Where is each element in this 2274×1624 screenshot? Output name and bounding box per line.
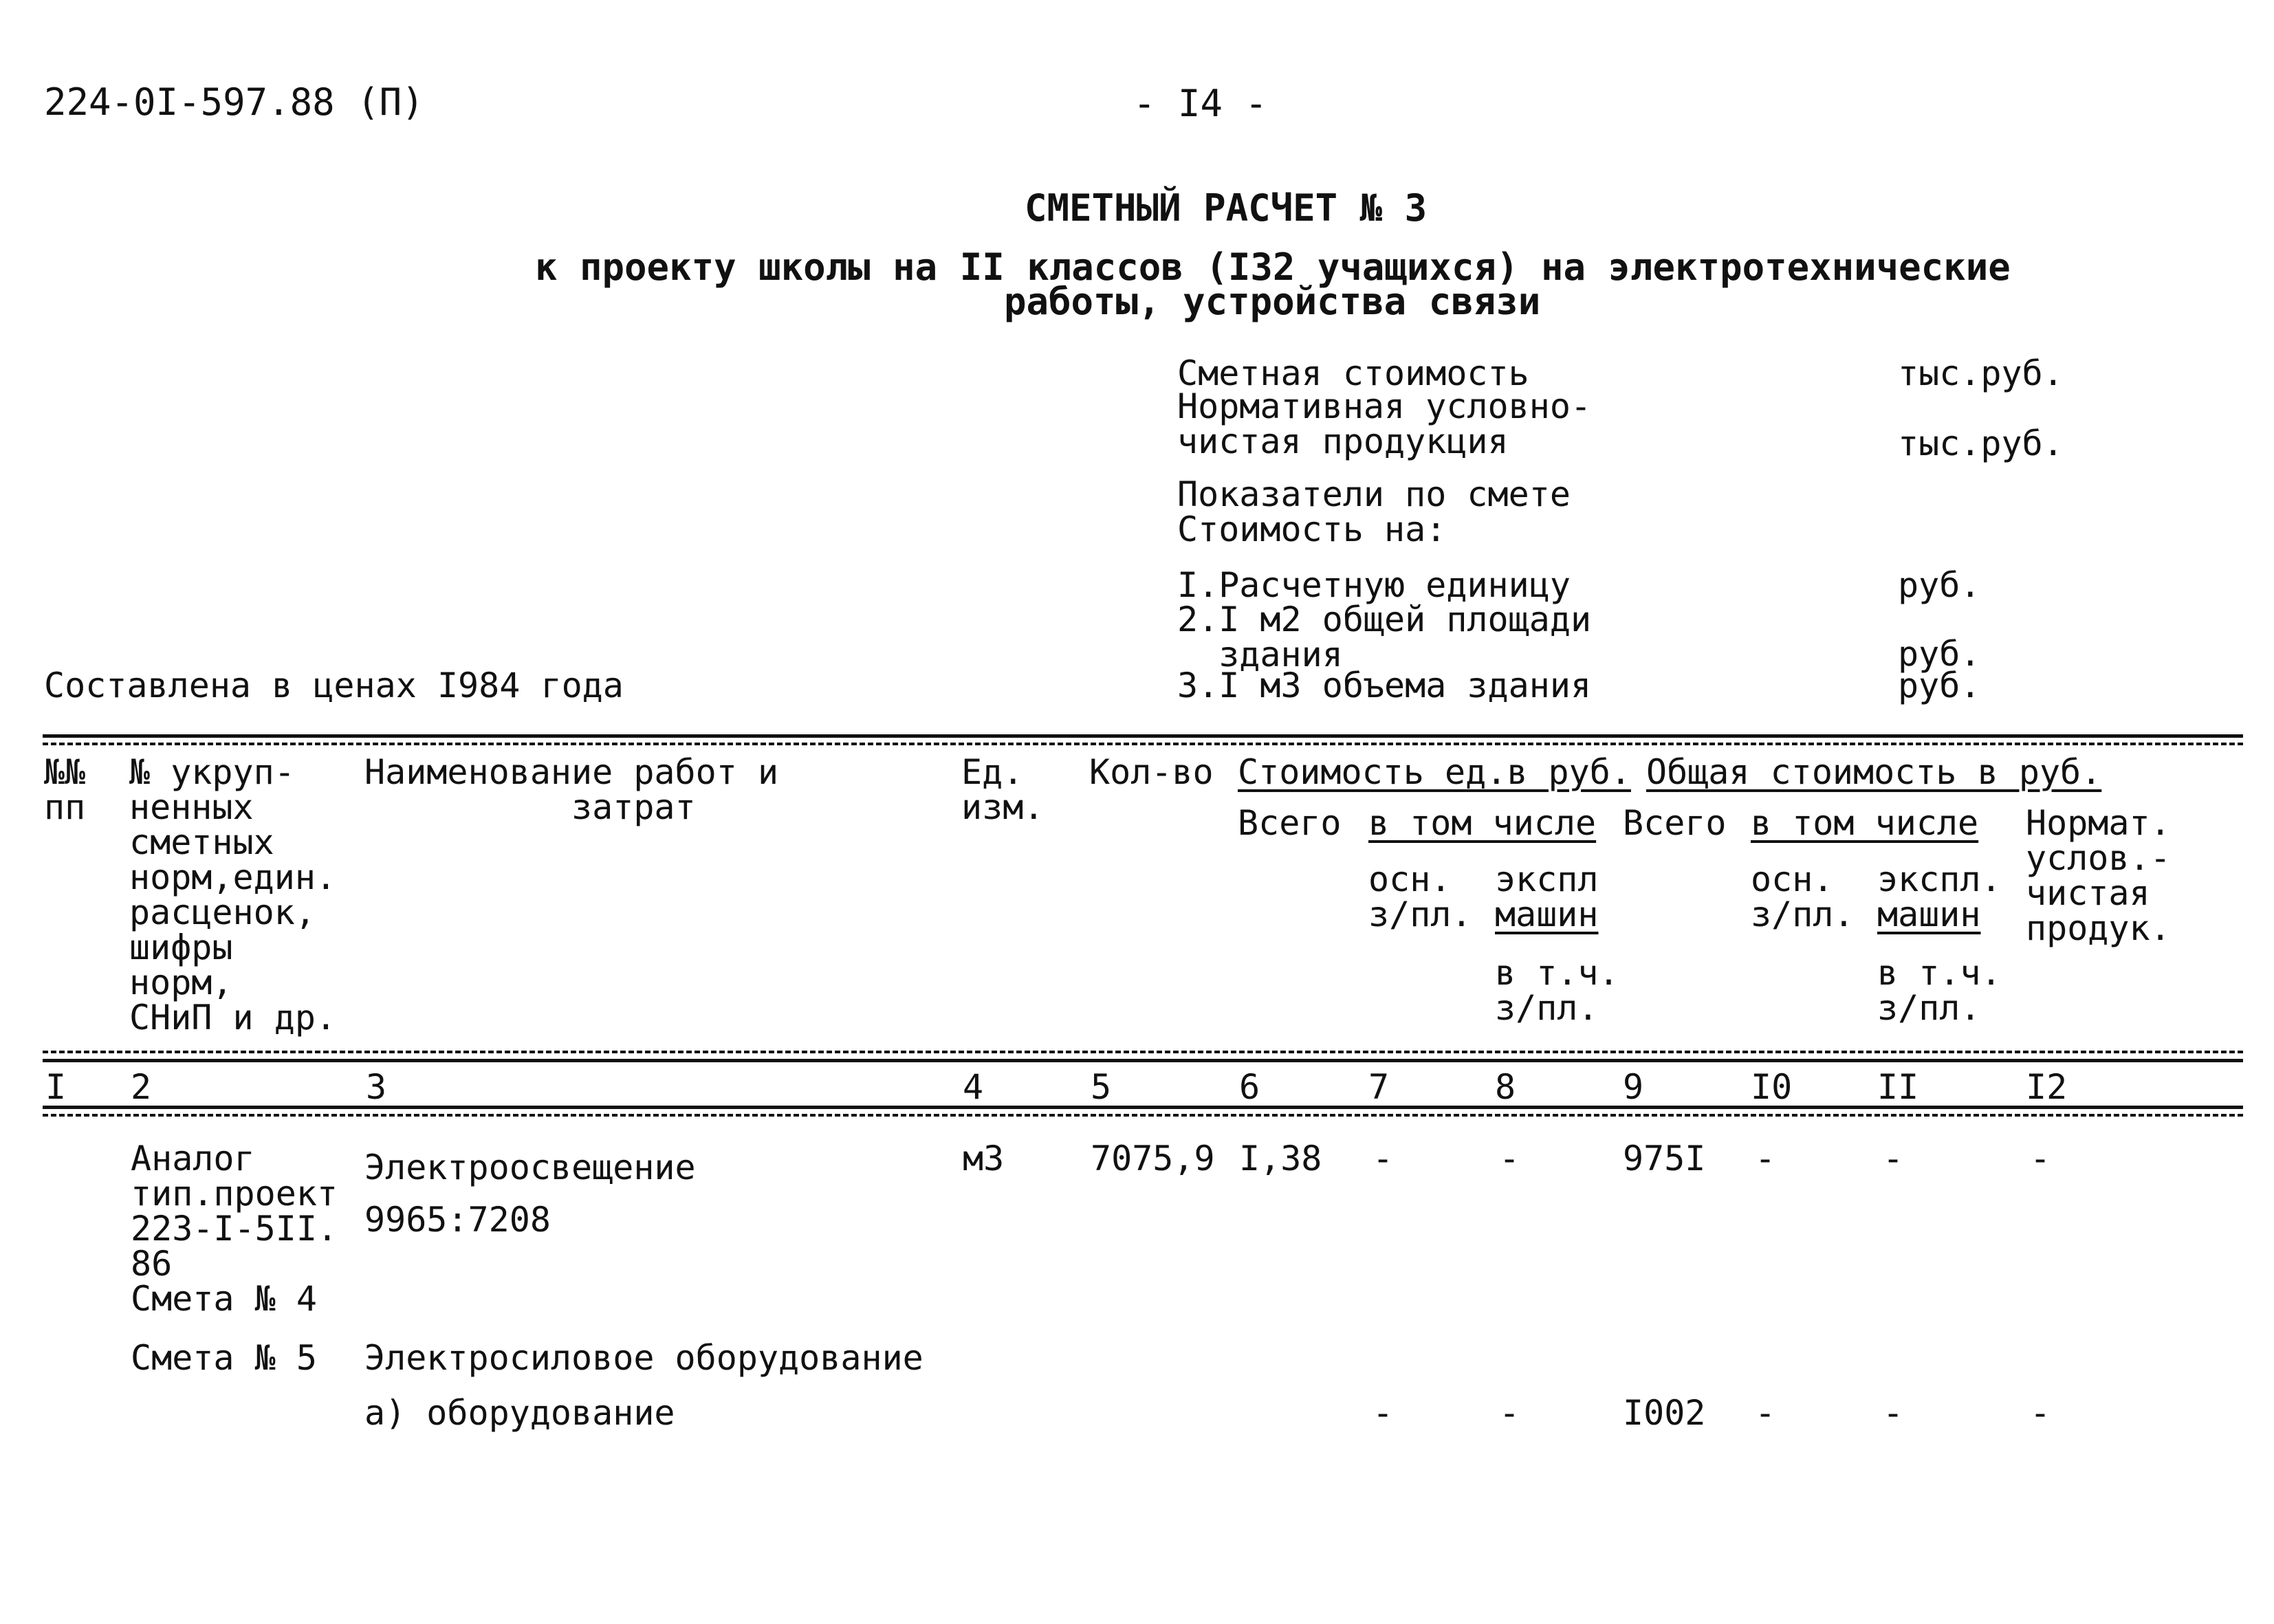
column-number-1: I xyxy=(45,1067,67,1107)
row-1-unit-cost-total: I,38 xyxy=(1239,1139,1322,1178)
header-unit: Ед. изм. xyxy=(961,752,1045,827)
header-total-machine-operation: экспл. xyxy=(1877,859,2002,899)
compiled-prices-note: Составлена в ценах I984 года xyxy=(44,666,624,705)
row-3-total-machine-operation: - xyxy=(1883,1393,1904,1433)
row-3-total-base-wages: - xyxy=(1755,1393,1776,1433)
header-bottom-rule xyxy=(43,1059,2243,1062)
summary-item-1-unit: руб. xyxy=(1898,565,1981,605)
row-1-work-name: Электроосвещение 9965:7208 xyxy=(364,1148,696,1240)
row-1-total-base-wages: - xyxy=(1755,1139,1776,1178)
header-normative-net-product: Нормат. услов.- чистая продук. xyxy=(2026,803,2171,948)
column-number-12: I2 xyxy=(2026,1067,2068,1107)
row-1-total-machine-operation: - xyxy=(1883,1139,1904,1178)
header-unit-machine-wages: в т.ч. з/пл. xyxy=(1495,953,1619,1028)
column-number-9: 9 xyxy=(1623,1067,1644,1107)
row-3-unit-base-wages: - xyxy=(1373,1393,1394,1433)
row-3-normative-net-product: - xyxy=(2030,1393,2051,1433)
header-total-cost-including: в том числе xyxy=(1751,803,1979,843)
summary-net-label: Нормативная условно- чистая продукция xyxy=(1177,386,1592,461)
header-unit-machines: машин xyxy=(1495,895,1599,934)
header-unit-cost-total: Всего xyxy=(1238,803,1342,843)
column-numbers-rule-dashed xyxy=(43,1114,2243,1117)
summary-item-1-label: I.Расчетную единицу xyxy=(1177,565,1571,605)
header-total-base-wages: осн. з/пл. xyxy=(1751,859,1855,934)
header-total-cost-total: Всего xyxy=(1623,803,1727,843)
column-number-7: 7 xyxy=(1368,1067,1390,1107)
page-number: - I4 - xyxy=(1133,82,1268,125)
column-number-10: I0 xyxy=(1751,1067,1793,1107)
row-3-work-name: а) оборудование xyxy=(364,1393,675,1433)
column-number-2: 2 xyxy=(131,1067,152,1107)
subtitle-line-1: к проекту школы на II классов (I32 учащихся) на электротехнические xyxy=(535,245,2011,289)
column-number-6: 6 xyxy=(1239,1067,1260,1107)
subtitle-line-2: работы, устройства связи xyxy=(1004,280,1541,323)
row-3-unit-machine-operation: - xyxy=(1499,1393,1520,1433)
summary-item-3-unit: руб. xyxy=(1898,666,1981,705)
summary-item-2-unit: руб. xyxy=(1898,634,1981,674)
summary-item-2-label: 2.I м2 общей площади здания xyxy=(1177,600,1592,674)
summary-net-unit: тыс.руб. xyxy=(1898,424,2064,463)
table-top-rule-dashed xyxy=(43,743,2243,745)
summary-indicators-label: Показатели по смете Стоимость на: xyxy=(1177,474,1571,549)
header-row-number: №№ пп xyxy=(44,752,86,827)
header-total-machine-wages: в т.ч. з/пл. xyxy=(1877,953,2002,1028)
header-total-cost: Общая стоимость в руб. xyxy=(1646,752,2102,792)
summary-cost-label: Сметная стоимость xyxy=(1177,353,1529,393)
header-unit-cost: Стоимость ед.в руб. xyxy=(1238,752,1631,792)
row-1-unit-base-wages: - xyxy=(1373,1139,1394,1178)
column-number-8: 8 xyxy=(1495,1067,1516,1107)
column-number-11: II xyxy=(1877,1067,1919,1107)
row-2-work-name: Электросиловое оборудование xyxy=(364,1338,923,1378)
column-number-3: 3 xyxy=(366,1067,387,1107)
document-code: 224-0I-597.88 (П) xyxy=(44,80,424,124)
column-number-5: 5 xyxy=(1091,1067,1112,1107)
header-quantity: Кол-во xyxy=(1089,752,1214,792)
row-3-total-cost: I002 xyxy=(1623,1393,1706,1433)
row-2-norm-code: Смета № 5 xyxy=(131,1338,317,1378)
header-unit-base-wages: осн. з/пл. xyxy=(1368,859,1472,934)
summary-item-3-label: 3.I м3 объема здания xyxy=(1177,666,1592,705)
header-norm-code: № укруп- ненных сметных норм,един. расценок, шифры норм, СНиП и др. xyxy=(129,752,337,1038)
row-1-unit-machine-operation: - xyxy=(1499,1139,1520,1178)
header-unit-cost-including: в том числе xyxy=(1368,803,1597,843)
header-unit-machine-operation: экспл xyxy=(1495,859,1599,899)
table-top-rule xyxy=(43,734,2243,738)
header-work-name: Наименование работ и затрат xyxy=(364,752,779,827)
header-bottom-rule-dashed xyxy=(43,1051,2243,1053)
header-total-machines: машин xyxy=(1877,895,1981,934)
row-1-quantity: 7075,9 xyxy=(1091,1139,1215,1178)
row-1-unit: м3 xyxy=(963,1139,1005,1178)
summary-cost-unit: тыс.руб. xyxy=(1898,353,2064,393)
column-number-4: 4 xyxy=(963,1067,984,1107)
column-numbers-rule xyxy=(43,1106,2243,1109)
document-title: СМЕТНЫЙ РАСЧЕТ № 3 xyxy=(1025,186,1428,230)
row-1-total-cost: 975I xyxy=(1623,1139,1706,1178)
row-1-norm-code: Аналог тип.проект 223-I-5II. 86 Смета № 4 xyxy=(131,1139,338,1319)
row-1-normative-net-product: - xyxy=(2030,1139,2051,1178)
